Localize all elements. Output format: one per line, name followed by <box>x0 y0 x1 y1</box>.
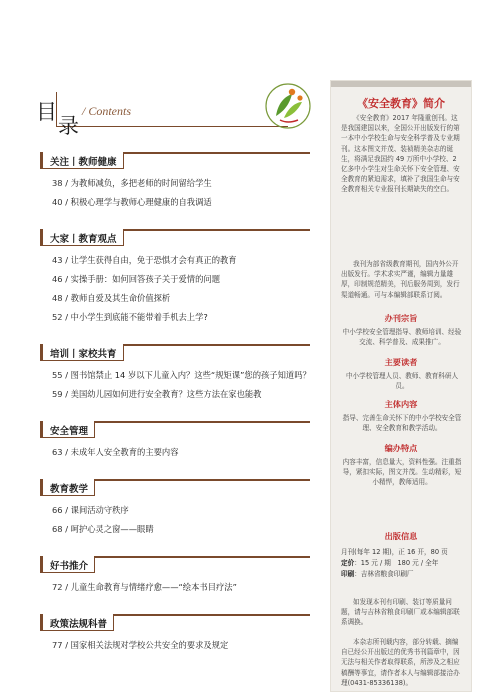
header-rule <box>56 126 288 127</box>
section-title: 教育教学 <box>40 479 95 496</box>
toc-entry[interactable]: 38 / 为教师减负，多把老师的时间留给学生 <box>52 178 212 188</box>
publication-price <box>341 558 463 569</box>
price-label: 定价 <box>341 559 355 567</box>
entry-page: 77 <box>52 640 63 650</box>
section-header <box>52 229 310 247</box>
section-title: 好书推介 <box>40 556 95 573</box>
table-of-contents <box>52 152 310 672</box>
sidebar-publication-info <box>341 547 463 580</box>
printer-label: 印刷 <box>341 570 355 578</box>
entry-page: 59 <box>52 389 63 399</box>
sidebar-heading-content: 主体内容 <box>384 399 418 409</box>
entry-title: 美国幼儿园如何进行安全教育？这些方法在家也能教 <box>70 389 262 399</box>
entry-page: 66 <box>52 505 63 515</box>
entry-page: 43 <box>52 255 63 265</box>
section-training-home-school <box>52 344 310 412</box>
toc-entry[interactable]: 48 / 教师自爱及其生命价值探析 <box>52 293 171 303</box>
toc-entry[interactable]: 59 / 美国幼儿园如何进行安全教育？这些方法在家也能教 <box>52 389 262 399</box>
section-title: 关注丨教师健康 <box>40 152 124 169</box>
section-header <box>52 556 310 574</box>
people-leaf-logo-icon <box>262 80 314 136</box>
entry-page: 68 <box>52 524 63 534</box>
sidebar-intro: 《安全教育》2017 年隆重创刊。这是我国建国以来，全国公开出版发行的第一本中小学校生命与安全科学普及专业期刊。这本图文并茂、装祯精美杂志的诞生，将满足我国约 49 万所中小学校、2 亿多中小学生对生命关怀下安全管理、安全教育的紧迫需求，填补了我国生命与安全教育相关专业报刊长期缺失的空白。 <box>341 114 460 194</box>
entry-page: 40 <box>52 197 63 207</box>
entry-title: 教师自爱及其生命价值探析 <box>70 293 171 303</box>
section-header <box>52 344 310 362</box>
price-value: ：15 元 / 期 180 元 / 全年 <box>354 559 439 567</box>
entry-page: 63 <box>52 447 63 457</box>
entry-page: 46 <box>52 274 63 284</box>
sidebar-top-bar <box>331 81 471 87</box>
sidebar-heading-readers: 主要读者 <box>384 357 418 367</box>
entry-title: 积极心理学与教师心理健康的自我调适 <box>70 197 212 207</box>
section-title: 大家丨教育观点 <box>40 229 124 246</box>
entry-title: 图书馆禁止 14 岁以下儿童入内？这些“规矩课”您的孩子知道吗？ <box>70 370 311 380</box>
entry-title: 让学生获得自由，免于恐惧才会有真正的教育 <box>70 255 237 265</box>
toc-entry[interactable]: 72 / 儿童生命教育与情绪疗愈——“绘本书目疗法” <box>52 582 237 592</box>
sidebar-title: 《安全教育》简介 <box>357 97 445 110</box>
section-policy-regulations <box>52 614 310 663</box>
section-safety-management <box>52 421 310 470</box>
magazine-intro-sidebar <box>330 80 472 692</box>
entry-page: 48 <box>52 293 63 303</box>
toc-entry[interactable]: 46 / 实操手册：如何回答孩子关于爱情的问题 <box>52 274 220 284</box>
section-experts-views <box>52 229 310 335</box>
sidebar-heading-purpose: 办刊宗旨 <box>384 313 418 323</box>
sidebar-text-readers: 中小学校管理人员、教师、教育科研人员。 <box>345 372 459 390</box>
sidebar-quality-notice: 如发现本刊有印刷、装订等质量问题，请与吉林省粮食印刷厂或本编辑部联系调换。 <box>341 598 460 627</box>
entry-title: 国家相关法规对学校公共安全的要求及规定 <box>70 640 229 650</box>
entry-title: 课间活动守秩序 <box>70 505 129 515</box>
section-header <box>52 152 310 170</box>
sidebar-text-purpose: 中小学校安全管理指导、教师培训、经验交流、科学普及、成果推广。 <box>342 328 462 346</box>
entry-title: 中小学生到底能不能带着手机去上学? <box>70 312 208 322</box>
toc-entry[interactable]: 77 / 国家相关法规对学校公共安全的要求及规定 <box>52 640 229 650</box>
toc-entry[interactable]: 68 / 呵护心灵之窗——眼睛 <box>52 524 154 534</box>
toc-entry[interactable]: 43 / 让学生获得自由，免于恐惧才会有真正的教育 <box>52 255 237 265</box>
entry-title: 未成年人安全教育的主要内容 <box>70 447 179 457</box>
toc-contents-label: / Contents <box>82 104 132 118</box>
entry-title: 为教师减负，多把老师的时间留给学生 <box>70 178 212 188</box>
sidebar-heading-publication: 出版信息 <box>384 531 418 541</box>
toc-title-mu: 目 <box>36 100 57 124</box>
section-book-recommendations <box>52 556 310 605</box>
section-title: 政策法规科普 <box>40 614 114 631</box>
entry-title: 实操手册：如何回答孩子关于爱情的问题 <box>70 274 220 284</box>
sidebar-heading-features: 编办特点 <box>384 443 418 453</box>
sidebar-intro-subscribe: 我刊为部省级教育期刊，国内外公开出版发行。学术求实严谨，编辑力量雄厚，印制规范精美，刊后服务周到，发行渠道畅通。可与本编辑部联系订阅。 <box>341 260 460 299</box>
entry-title: 呵护心灵之窗——眼睛 <box>70 524 154 534</box>
entry-page: 72 <box>52 582 63 592</box>
entry-title: 儿童生命教育与情绪疗愈——“绘本书目疗法” <box>70 582 237 592</box>
sidebar-text-features: 内容丰富，信息量大，资料性强。注重指导，紧扣实际，图文并茂。生动精彩，短小精悍，教师适用。 <box>342 458 462 486</box>
toc-entry[interactable]: 40 / 积极心理学与教师心理健康的自我调适 <box>52 197 212 207</box>
publication-schedule: 月刊(每年 12 期)，正 16 开，80 页 <box>341 548 448 556</box>
section-focus-teacher-health <box>52 152 310 220</box>
sidebar-copyright-notice: 本杂志所刊载内容，部分转载、摘编自已经公开出版过的优秀书刊篇章中，因无法与相关作者取得联系，所涉及之相应稿酬等事宜，请作者本人与编辑部接洽办理(0431-85336138)。 <box>341 638 460 687</box>
sidebar-text-content: 指导、完善生命关怀下的中小学校安全管理、安全教育和教学活动。 <box>342 414 462 432</box>
toc-entry[interactable]: 55 / 图书馆禁止 14 岁以下儿童入内？这些“规矩课”您的孩子知道吗？ <box>52 370 311 380</box>
section-header <box>52 614 310 632</box>
section-header <box>52 479 310 497</box>
publication-printer <box>341 569 463 580</box>
section-title: 安全管理 <box>40 421 95 438</box>
toc-entry[interactable]: 63 / 未成年人安全教育的主要内容 <box>52 447 179 457</box>
entry-page: 55 <box>52 370 63 380</box>
entry-page: 38 <box>52 178 63 188</box>
toc-title-lu: 录 <box>58 114 79 138</box>
printer-value: ：吉林省粮食印刷厂 <box>354 570 414 578</box>
section-title: 培训丨家校共育 <box>40 344 124 361</box>
toc-entry[interactable]: 66 / 课间活动守秩序 <box>52 505 129 515</box>
section-education-teaching <box>52 479 310 547</box>
section-header <box>52 421 310 439</box>
toc-entry[interactable]: 52 / 中小学生到底能不能带着手机去上学? <box>52 312 208 322</box>
entry-page: 52 <box>52 312 63 322</box>
